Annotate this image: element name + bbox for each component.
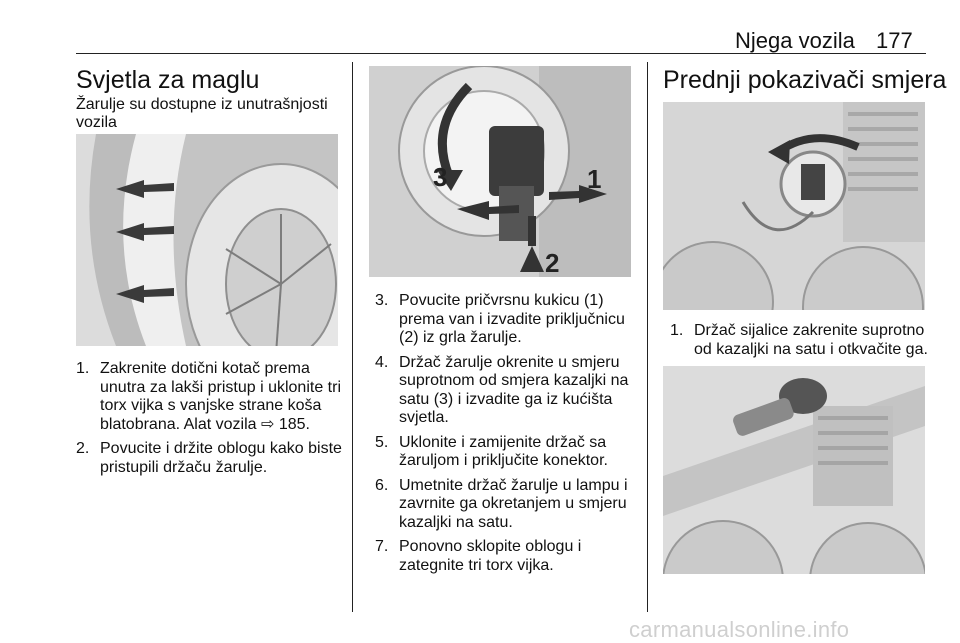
step-6: 6. Umetnite držač žarulje u lampu i zavrnite ga okretanjem u smjeru kazaljki na satu.: [375, 476, 628, 531]
front-indicators-heading: Prednji pokazivači smjera: [663, 66, 947, 94]
indicator-lamp-housing-illustration: [663, 366, 925, 574]
page-number: 177: [876, 28, 913, 53]
column-divider-2: [647, 62, 648, 612]
figure-label-3: 3: [433, 162, 448, 192]
step-3: 3. Povucite pričvrsnu kukicu (1) prema van i izvadite priključnicu (2) iz grla žarulje.: [375, 292, 625, 346]
fog-light-steps-1-2: [76, 360, 346, 483]
running-title: Njega vozila: [735, 28, 855, 53]
watermark-url: carmanualsonline.info: [629, 617, 850, 642]
header-rule: [76, 53, 926, 54]
step-7: 7. Ponovno sklopite oblogu i zategnite tri torx vijka.: [375, 538, 582, 574]
step-4: 4. Držač žarulje okrenite u smjeru suprotnom od smjera kazaljki na satu (3) i izvadite ga iz kućišta svjetla.: [375, 353, 629, 426]
step-1: 1. Zakrenite dotični kotač prema unutra za lakši pristup i uklonite tri torx vijka s vanjske strane koša blatobrana. Alat vozila ⇨ 185.: [76, 360, 341, 433]
fog-lamp-bulb-illustration: [369, 66, 631, 277]
fog-lights-heading: Svjetla za maglu: [76, 66, 260, 94]
step-1-indicator: 1. Držač sijalice zakrenite suprotno od kazaljki na satu i otkvačite ga.: [670, 322, 928, 358]
indicator-bulb-holder-illustration: [663, 102, 925, 310]
column-divider-1: [352, 62, 353, 612]
indicator-steps: [670, 322, 932, 365]
step-5: 5. Uklonite i zamijenite držač sa žaruljom i priključite konektor.: [375, 433, 608, 469]
fog-light-steps-3-7: [375, 292, 637, 581]
figure-label-2: 2: [545, 248, 560, 277]
step-2: 2. Povucite i držite oblogu kako biste pristupili držaču žarulje.: [76, 440, 342, 476]
figure-label-1: 1: [587, 164, 602, 194]
wheel-arch-illustration: [76, 134, 338, 346]
fog-lights-intro: Žarulje su dostupne iz unutrašnjosti vozila: [76, 96, 328, 131]
